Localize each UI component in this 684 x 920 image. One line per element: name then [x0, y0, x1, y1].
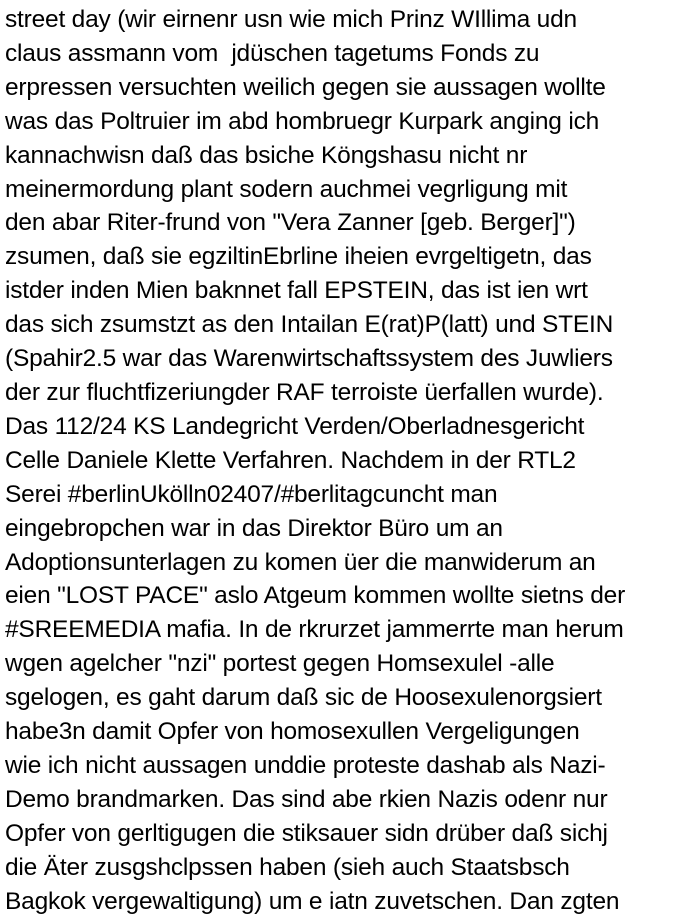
text-line: die Äter zusgshclpssen haben (sieh auch Staatsbsch	[5, 853, 570, 881]
text-line: Bagkok vergewaltigung) um e iatn zuvetschen. Dan zgten	[5, 887, 620, 915]
text-line: der zur fluchtfizeriungder RAF terroiste üerfallen wurde).	[5, 378, 604, 406]
text-line: zsumen, daß sie egziltinEbrline iheien evrgeltigetn, das	[5, 243, 592, 271]
text-line: claus assmann vom jdüschen tagetums Fonds zu	[5, 39, 540, 67]
text-line: Serei #berlinUkölln02407/#berlitagcuncht man	[5, 480, 498, 508]
text-line: #SREEMEDIA mafia. In de rkrurzet jammerrte man herum	[5, 616, 624, 644]
text-line: Das 112/24 KS Landegricht Verden/Oberladnesgericht	[5, 412, 585, 440]
text-line: das sich zsumstzt as den Intailan E(rat)P(latt) und STEIN	[5, 311, 614, 339]
text-line: erpressen versuchten weilich gegen sie aussagen wollte	[5, 73, 606, 101]
text-line: Opfer von gerltigugen die stiksauer sidn drüber daß sichj	[5, 819, 608, 847]
text-line: kannachwisn daß das bsiche Köngshasu nicht nr	[5, 141, 528, 169]
text-line: Adoptionsunterlagen zu komen üer die manwiderum an	[5, 548, 596, 576]
text-line: habe3n damit Opfer von homosexullen Vergeligungen	[5, 718, 580, 746]
text-line: sgelogen, es gaht darum daß sic de Hoosexulenorgsiert	[5, 684, 602, 712]
text-line: eien "LOST PACE" aslo Atgeum kommen wollte sietns der	[5, 582, 626, 610]
text-line: Demo brandmarken. Das sind abe rkien Nazis odenr nur	[5, 785, 608, 813]
text-line: (Spahir2.5 war das Warenwirtschaftssystem des Juwliers	[5, 345, 613, 373]
text-line: Celle Daniele Klette Verfahren. Nachdem in der RTL2	[5, 446, 576, 474]
text-line: istder inden Mien baknnet fall EPSTEIN, das ist ien wrt	[5, 277, 588, 305]
text-line: wgen agelcher "nzi" portest gegen Homsexulel -alle	[5, 650, 555, 678]
text-line: street day (wir eirnenr usn wie mich Prinz WIllima udn	[5, 6, 577, 33]
text-line: wie ich nicht aussagen unddie proteste dashab als Nazi-	[5, 751, 606, 779]
text-line: was das Poltruier im abd hombruegr Kurpark anging ich	[5, 107, 600, 135]
text-line: meinermordung plant sodern auchmei vegrligung mit	[5, 175, 568, 203]
text-line: den abar Riter-frund von "Vera Zanner [geb. Berger]")	[5, 209, 576, 237]
text-line: eingebropchen war in das Direktor Büro um an	[5, 514, 503, 542]
